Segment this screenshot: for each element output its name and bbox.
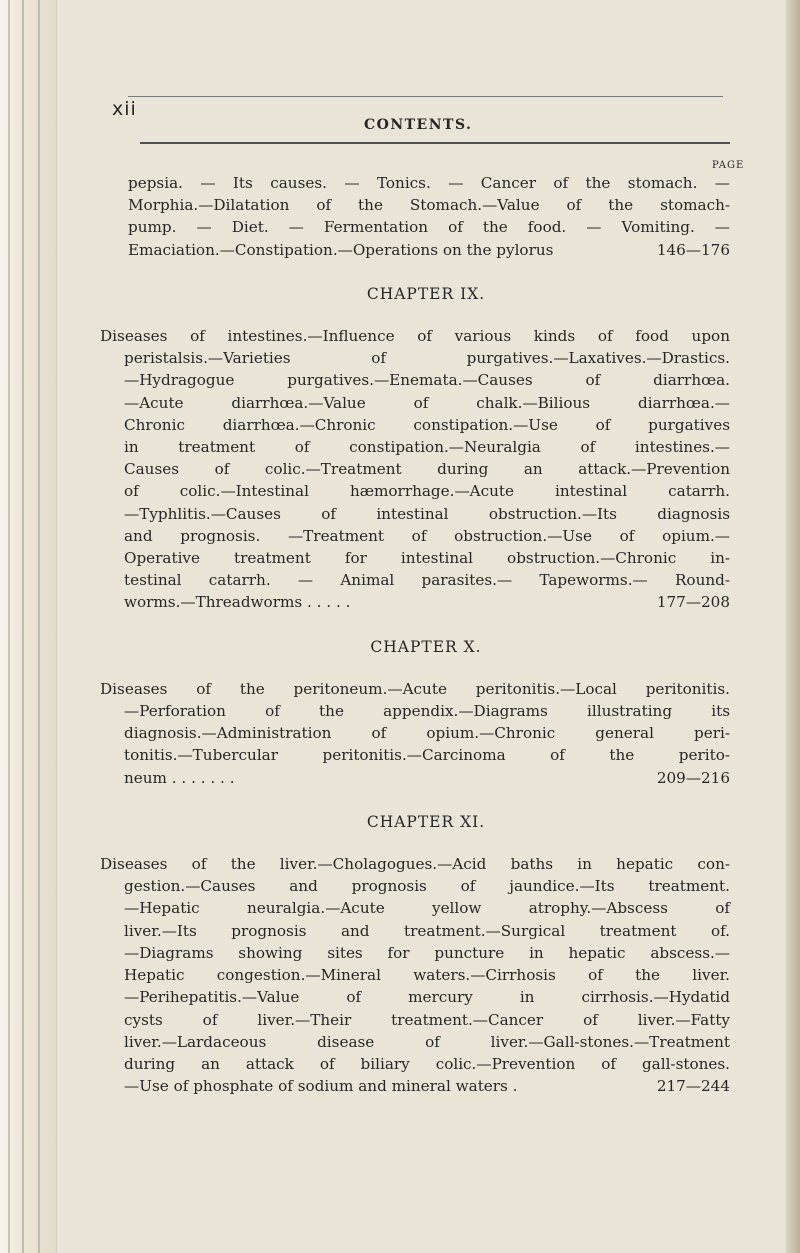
entry-line: Diseases of the liver.—Cholagogues.—Acid baths in hepatic con- (100, 855, 730, 874)
gutter-line (8, 0, 10, 1253)
entry-line: —Hepatic neuralgia.—Acute yellow atrophy.—Abscess of (124, 899, 730, 918)
entry-line: Hepatic congestion.—Mineral waters.—Cirrhosis of the liver. (124, 966, 730, 985)
chapter-entry (100, 678, 730, 789)
entry-line: —Perforation of the appendix.—Diagrams illustrating its (124, 702, 730, 721)
chapter-heading: CHAPTER XI. (366, 812, 486, 831)
entry-line: —Hydragogue purgatives.—Enemata.—Causes of diarrhœa. (124, 371, 730, 390)
entry-line: testinal catarrh. — Animal parasites.— Tapeworms.— Round- (124, 571, 730, 590)
entry-line: —Acute diarrhœa.—Value of chalk.—Bilious diarrhœa.— (124, 393, 730, 412)
entry-line: neum . . . . . . . (124, 768, 235, 787)
entry-line: Causes of colic.—Treatment during an attack.—Prevention (124, 460, 730, 479)
gutter-line (38, 0, 40, 1253)
entry-line: cysts of liver.—Their treatment.—Cancer of liver.—Fatty (124, 1010, 730, 1029)
chapter-entry (100, 853, 730, 1097)
contents-list (102, 150, 730, 1097)
chapter-heading: CHAPTER IX. (366, 284, 486, 303)
chapter-heading: CHAPTER X. (370, 637, 482, 656)
page-range: 177—208 (656, 593, 730, 612)
page-range: 146—176 (656, 240, 730, 259)
entry-line: pepsia. — Its causes. — Tonics. — Cancer of the stomach. — (128, 174, 730, 192)
entry-line: tonitis.—Tubercular peritonitis.—Carcinoma of the perito- (124, 746, 730, 765)
entry-line: worms.—Threadworms . . . . . (124, 593, 351, 612)
header-rule-top (128, 96, 723, 97)
entry-line: Chronic diarrhœa.—Chronic constipation.—Use of purgatives (124, 415, 730, 434)
entry-line: Morphia.—Dilatation of the Stomach.—Value of the stomach- (128, 196, 730, 215)
entry-line: —Typhlitis.—Causes of intestinal obstruction.—Its diagnosis (124, 504, 730, 523)
running-title: CONTENTS. (364, 117, 473, 133)
entry-line: in treatment of constipation.—Neuralgia of intestines.— (124, 438, 730, 457)
entry-line: Diseases of intestines.—Influence of various kinds of food upon (100, 327, 730, 346)
page-column-label: PAGE (712, 160, 745, 171)
page-edge (786, 0, 800, 1253)
entry-last-line (124, 1075, 730, 1097)
entry-line: —Use of phosphate of sodium and mineral waters . (124, 1077, 518, 1096)
entry-line: —Perihepatitis.—Value of mercury in cirrhosis.—Hydatid (124, 988, 730, 1007)
chapter-entry (100, 325, 730, 614)
entry-last-line (128, 239, 730, 261)
entry-line: diagnosis.—Administration of opium.—Chronic general peri- (124, 724, 730, 743)
entry-line: peristalsis.—Varieties of purgatives.—Laxatives.—Drastics. (124, 349, 730, 368)
entry-line: liver.—Lardaceous disease of liver.—Gall-stones.—Treatment (124, 1032, 730, 1051)
entry-line: Operative treatment for intestinal obstruction.—Chronic in- (124, 549, 730, 568)
page-number: xii (112, 98, 137, 120)
entry-line: —Diagrams showing sites for puncture in hepatic abscess.— (124, 943, 730, 962)
entry-line: Emaciation.—Constipation.—Operations on the pylorus (128, 240, 554, 259)
header-rule (140, 142, 730, 144)
entry-line: gestion.—Causes and prognosis of jaundice.—Its treatment. (124, 877, 730, 896)
entry-line: pump. — Diet. — Fermentation of the food. — Vomiting. — (128, 218, 730, 237)
entry-line: Diseases of the peritoneum.—Acute peritonitis.—Local peritonitis. (100, 679, 730, 698)
book-spine-gutter (0, 0, 57, 1253)
entry-line: during an attack of biliary colic.—Prevention of gall-stones. (124, 1054, 730, 1073)
entry-line: and prognosis. —Treatment of obstruction.—Use of opium.— (124, 526, 730, 545)
entry-last-line (124, 591, 730, 613)
entry-line: of colic.—Intestinal hæmorrhage.—Acute intestinal catarrh. (124, 482, 730, 501)
entry-line: liver.—Its prognosis and treatment.—Surgical treatment of. (124, 921, 730, 940)
gutter-line (22, 0, 24, 1253)
entry-last-line (124, 767, 730, 789)
page-range: 209—216 (656, 768, 730, 787)
page-range: 217—244 (656, 1077, 730, 1096)
continued-entry (128, 172, 730, 261)
